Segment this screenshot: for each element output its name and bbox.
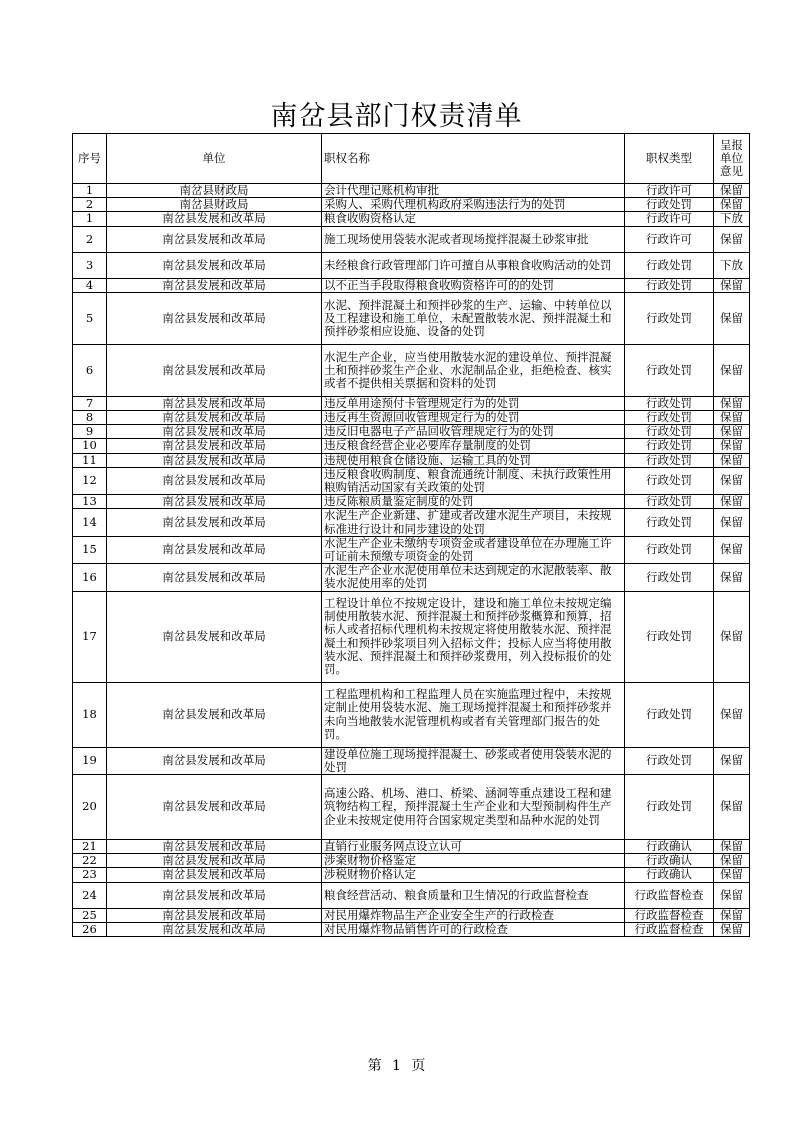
responsibility-table — [72, 133, 750, 937]
row-opinion: 保留 — [714, 495, 750, 509]
row-number: 8 — [73, 411, 107, 425]
row-power-name: 采购人、采购代理机构政府采购违法行为的处罚 — [322, 198, 625, 212]
row-number: 10 — [73, 439, 107, 453]
row-power-name: 水泥生产企业新建、扩建或者改建水泥生产项目，未按规标准进行设计和同步建设的处罚 — [322, 509, 625, 536]
row-opinion: 保留 — [714, 439, 750, 453]
row-power-type: 行政处罚 — [625, 425, 714, 439]
table-row — [73, 425, 750, 439]
row-power-type: 行政许可 — [625, 226, 714, 252]
row-power-type: 行政处罚 — [625, 292, 714, 344]
row-power-type: 行政处罚 — [625, 252, 714, 278]
table-row — [73, 292, 750, 344]
header-name: 职权名称 — [322, 134, 625, 184]
row-power-name: 违反粮食经营企业必要库存量制度的处罚 — [322, 439, 625, 453]
row-power-name: 涉案财物价格鉴定 — [322, 854, 625, 868]
row-number: 21 — [73, 840, 107, 854]
row-unit: 南岔县发展和改革局 — [107, 564, 322, 591]
row-number: 11 — [73, 453, 107, 467]
table-row — [73, 453, 750, 467]
header-type: 职权类型 — [625, 134, 714, 184]
row-opinion: 保留 — [714, 198, 750, 212]
row-opinion: 保留 — [714, 591, 750, 682]
row-number: 2 — [73, 198, 107, 212]
row-unit: 南岔县发展和改革局 — [107, 536, 322, 563]
row-power-type: 行政处罚 — [625, 467, 714, 494]
row-unit: 南岔县发展和改革局 — [107, 868, 322, 882]
row-unit: 南岔县发展和改革局 — [107, 439, 322, 453]
table-row — [73, 252, 750, 278]
row-power-type: 行政处罚 — [625, 396, 714, 410]
row-opinion: 保留 — [714, 882, 750, 908]
row-opinion: 保留 — [714, 854, 750, 868]
row-power-type: 行政处罚 — [625, 536, 714, 563]
row-power-name: 粮食经营活动、粮食质量和卫生情况的行政监督检查 — [322, 882, 625, 908]
row-opinion: 保留 — [714, 184, 750, 198]
footer-prefix: 第 — [367, 1058, 382, 1074]
table-row — [73, 775, 750, 840]
row-power-name: 直销行业服务网点设立认可 — [322, 840, 625, 854]
row-unit: 南岔县发展和改革局 — [107, 212, 322, 226]
row-number: 20 — [73, 775, 107, 840]
row-unit: 南岔县发展和改革局 — [107, 882, 322, 908]
page-title: 南岔县部门权责清单 — [270, 101, 523, 132]
row-power-name: 违反单用途预付卡管理规定行为的处罚 — [322, 396, 625, 410]
row-power-type: 行政处罚 — [625, 453, 714, 467]
table-row — [73, 682, 750, 747]
row-power-type: 行政处罚 — [625, 344, 714, 396]
table-row — [73, 882, 750, 908]
table-row — [73, 840, 750, 854]
row-power-type: 行政监督检查 — [625, 882, 714, 908]
table-row — [73, 467, 750, 494]
page-number: 1 — [392, 1058, 401, 1074]
row-power-type: 行政许可 — [625, 212, 714, 226]
row-number: 17 — [73, 591, 107, 682]
row-opinion: 保留 — [714, 344, 750, 396]
row-power-name: 会计代理记账机构审批 — [322, 184, 625, 198]
table-row — [73, 854, 750, 868]
row-power-name: 水泥、预拌混凝土和预拌砂浆的生产、运输、中转单位以及工程建设和施工单位，未配置散装水泥、预拌混凝土和预拌砂浆相应设施、设备的处罚 — [322, 292, 625, 344]
row-unit: 南岔县发展和改革局 — [107, 854, 322, 868]
table-body — [73, 184, 750, 937]
page-footer — [0, 1055, 793, 1075]
row-unit: 南岔县发展和改革局 — [107, 278, 322, 292]
row-unit: 南岔县发展和改革局 — [107, 908, 322, 922]
row-opinion: 下放 — [714, 252, 750, 278]
row-power-name: 涉税财物价格认定 — [322, 868, 625, 882]
row-power-name: 水泥生产企业未缴纳专项资金或者建设单位在办理施工许可证前未预缴专项资金的处罚 — [322, 536, 625, 563]
row-opinion: 保留 — [714, 292, 750, 344]
table-row — [73, 226, 750, 252]
row-power-name: 违规使用粮食仓储设施、运输工具的处罚 — [322, 453, 625, 467]
row-unit: 南岔县发展和改革局 — [107, 344, 322, 396]
row-power-name: 对民用爆炸物品生产企业安全生产的行政检查 — [322, 908, 625, 922]
row-opinion: 保留 — [714, 467, 750, 494]
row-power-name: 粮食收购资格认定 — [322, 212, 625, 226]
row-power-name: 违反旧电器电子产品回收管理规定行为的处罚 — [322, 425, 625, 439]
row-number: 14 — [73, 509, 107, 536]
row-number: 22 — [73, 854, 107, 868]
row-number: 2 — [73, 226, 107, 252]
row-unit: 南岔县发展和改革局 — [107, 226, 322, 252]
row-opinion: 保留 — [714, 775, 750, 840]
table-row — [73, 747, 750, 774]
row-number: 18 — [73, 682, 107, 747]
row-power-name: 违反粮食收购制度、粮食流通统计制度、未执行政策性用粮购销活动国家有关政策的处罚 — [322, 467, 625, 494]
table-row — [73, 536, 750, 563]
row-power-type: 行政处罚 — [625, 682, 714, 747]
row-power-type: 行政许可 — [625, 184, 714, 198]
row-unit: 南岔县发展和改革局 — [107, 292, 322, 344]
row-unit: 南岔县发展和改革局 — [107, 495, 322, 509]
row-power-name: 工程监理机构和工程监理人员在实施监理过程中，未按规定制止使用袋装水泥、施工现场搅拌混凝土和预拌砂浆并未向当地散装水泥管理机构或者有关管理部门报告的处罚。 — [322, 682, 625, 747]
row-power-type: 行政处罚 — [625, 439, 714, 453]
row-unit: 南岔县发展和改革局 — [107, 396, 322, 410]
row-number: 15 — [73, 536, 107, 563]
row-power-type: 行政处罚 — [625, 198, 714, 212]
row-number: 23 — [73, 868, 107, 882]
header-unit: 单位 — [107, 134, 322, 184]
row-number: 7 — [73, 396, 107, 410]
row-power-type: 行政处罚 — [625, 775, 714, 840]
row-power-type: 行政处罚 — [625, 747, 714, 774]
row-unit: 南岔县发展和改革局 — [107, 252, 322, 278]
table-row — [73, 184, 750, 198]
row-power-type: 行政确认 — [625, 868, 714, 882]
row-number: 16 — [73, 564, 107, 591]
row-number: 3 — [73, 252, 107, 278]
table-row — [73, 439, 750, 453]
row-opinion: 保留 — [714, 396, 750, 410]
row-unit: 南岔县发展和改革局 — [107, 682, 322, 747]
row-opinion: 保留 — [714, 908, 750, 922]
row-power-type: 行政处罚 — [625, 278, 714, 292]
row-number: 25 — [73, 908, 107, 922]
row-power-name: 建设单位施工现场搅拌混凝土、砂浆或者使用袋装水泥的处罚 — [322, 747, 625, 774]
row-opinion: 保留 — [714, 536, 750, 563]
table-row — [73, 278, 750, 292]
table-row — [73, 495, 750, 509]
row-opinion: 保留 — [714, 226, 750, 252]
table-row — [73, 212, 750, 226]
row-power-name: 水泥生产企业水泥使用单位未达到规定的水泥散装率、散装水泥使用率的处罚 — [322, 564, 625, 591]
table-row — [73, 922, 750, 936]
row-number: 12 — [73, 467, 107, 494]
row-number: 1 — [73, 212, 107, 226]
row-unit: 南岔县发展和改革局 — [107, 453, 322, 467]
header-opinion: 呈报单位意见 — [714, 134, 750, 184]
row-power-name: 施工现场使用袋装水泥或者现场搅拌混凝土砂浆审批 — [322, 226, 625, 252]
row-unit: 南岔县发展和改革局 — [107, 467, 322, 494]
table-header-row — [73, 134, 750, 184]
row-number: 6 — [73, 344, 107, 396]
row-unit: 南岔县发展和改革局 — [107, 509, 322, 536]
row-opinion: 保留 — [714, 682, 750, 747]
row-number: 4 — [73, 278, 107, 292]
row-unit: 南岔县发展和改革局 — [107, 591, 322, 682]
row-number: 24 — [73, 882, 107, 908]
row-number: 13 — [73, 495, 107, 509]
row-opinion: 保留 — [714, 425, 750, 439]
row-unit: 南岔县财政局 — [107, 184, 322, 198]
table-row — [73, 411, 750, 425]
row-opinion: 保留 — [714, 868, 750, 882]
row-opinion: 保留 — [714, 840, 750, 854]
row-opinion: 保留 — [714, 747, 750, 774]
row-opinion: 保留 — [714, 509, 750, 536]
table-row — [73, 344, 750, 396]
row-power-type: 行政监督检查 — [625, 908, 714, 922]
row-power-type: 行政处罚 — [625, 564, 714, 591]
row-power-type: 行政处罚 — [625, 411, 714, 425]
row-power-type: 行政处罚 — [625, 495, 714, 509]
row-opinion: 保留 — [714, 411, 750, 425]
row-power-type: 行政监督检查 — [625, 922, 714, 936]
row-power-name: 违反再生资源回收管理规定行为的处罚 — [322, 411, 625, 425]
table-row — [73, 564, 750, 591]
table-row — [73, 396, 750, 410]
row-power-name: 以不正当手段取得粮食收购资格许可的的处罚 — [322, 278, 625, 292]
row-power-name: 对民用爆炸物品销售许可的行政检查 — [322, 922, 625, 936]
row-number: 1 — [73, 184, 107, 198]
row-power-type: 行政处罚 — [625, 591, 714, 682]
row-power-name: 违反陈粮质量鉴定制度的处罚 — [322, 495, 625, 509]
row-unit: 南岔县发展和改革局 — [107, 747, 322, 774]
row-number: 19 — [73, 747, 107, 774]
row-power-type: 行政处罚 — [625, 509, 714, 536]
row-opinion: 下放 — [714, 212, 750, 226]
table-row — [73, 198, 750, 212]
row-unit: 南岔县发展和改革局 — [107, 775, 322, 840]
table-row — [73, 868, 750, 882]
row-number: 5 — [73, 292, 107, 344]
table-row — [73, 509, 750, 536]
row-opinion: 保留 — [714, 922, 750, 936]
row-power-name: 水泥生产企业，应当使用散装水泥的建设单位、预拌混凝土和预拌砂浆生产企业、水泥制品企业，拒绝检查、核实或者不提供相关票据和资料的处罚 — [322, 344, 625, 396]
row-opinion: 保留 — [714, 453, 750, 467]
row-power-name: 高速公路、机场、港口、桥梁、涵洞等重点建设工程和建筑物结构工程，预拌混凝土生产企业和大型预制构件生产企业未按规定使用符合国家规定类型和品种水泥的处罚 — [322, 775, 625, 840]
row-opinion: 保留 — [714, 278, 750, 292]
header-seq: 序号 — [73, 134, 107, 184]
table-row — [73, 908, 750, 922]
row-unit: 南岔县发展和改革局 — [107, 840, 322, 854]
row-unit: 南岔县发展和改革局 — [107, 922, 322, 936]
table-row — [73, 591, 750, 682]
row-power-type: 行政确认 — [625, 840, 714, 854]
row-number: 9 — [73, 425, 107, 439]
row-number: 26 — [73, 922, 107, 936]
footer-suffix: 页 — [411, 1058, 426, 1074]
row-unit: 南岔县财政局 — [107, 198, 322, 212]
row-unit: 南岔县发展和改革局 — [107, 425, 322, 439]
row-unit: 南岔县发展和改革局 — [107, 411, 322, 425]
row-power-type: 行政确认 — [625, 854, 714, 868]
row-opinion: 保留 — [714, 564, 750, 591]
row-power-name: 未经粮食行政管理部门许可擅自从事粮食收购活动的处罚 — [322, 252, 625, 278]
row-power-name: 工程设计单位不按规定设计，建设和施工单位未按规定编制使用散装水泥、预拌混凝土和预拌砂浆概算和预算，招标人或者招标代理机构未按规定将使用散装水泥、预拌混凝土和预拌砂浆项目列入招标文件；投标人应当将使用散装水泥、预拌混凝土和预拌砂浆费用，列入投标报价的处罚。 — [322, 591, 625, 682]
